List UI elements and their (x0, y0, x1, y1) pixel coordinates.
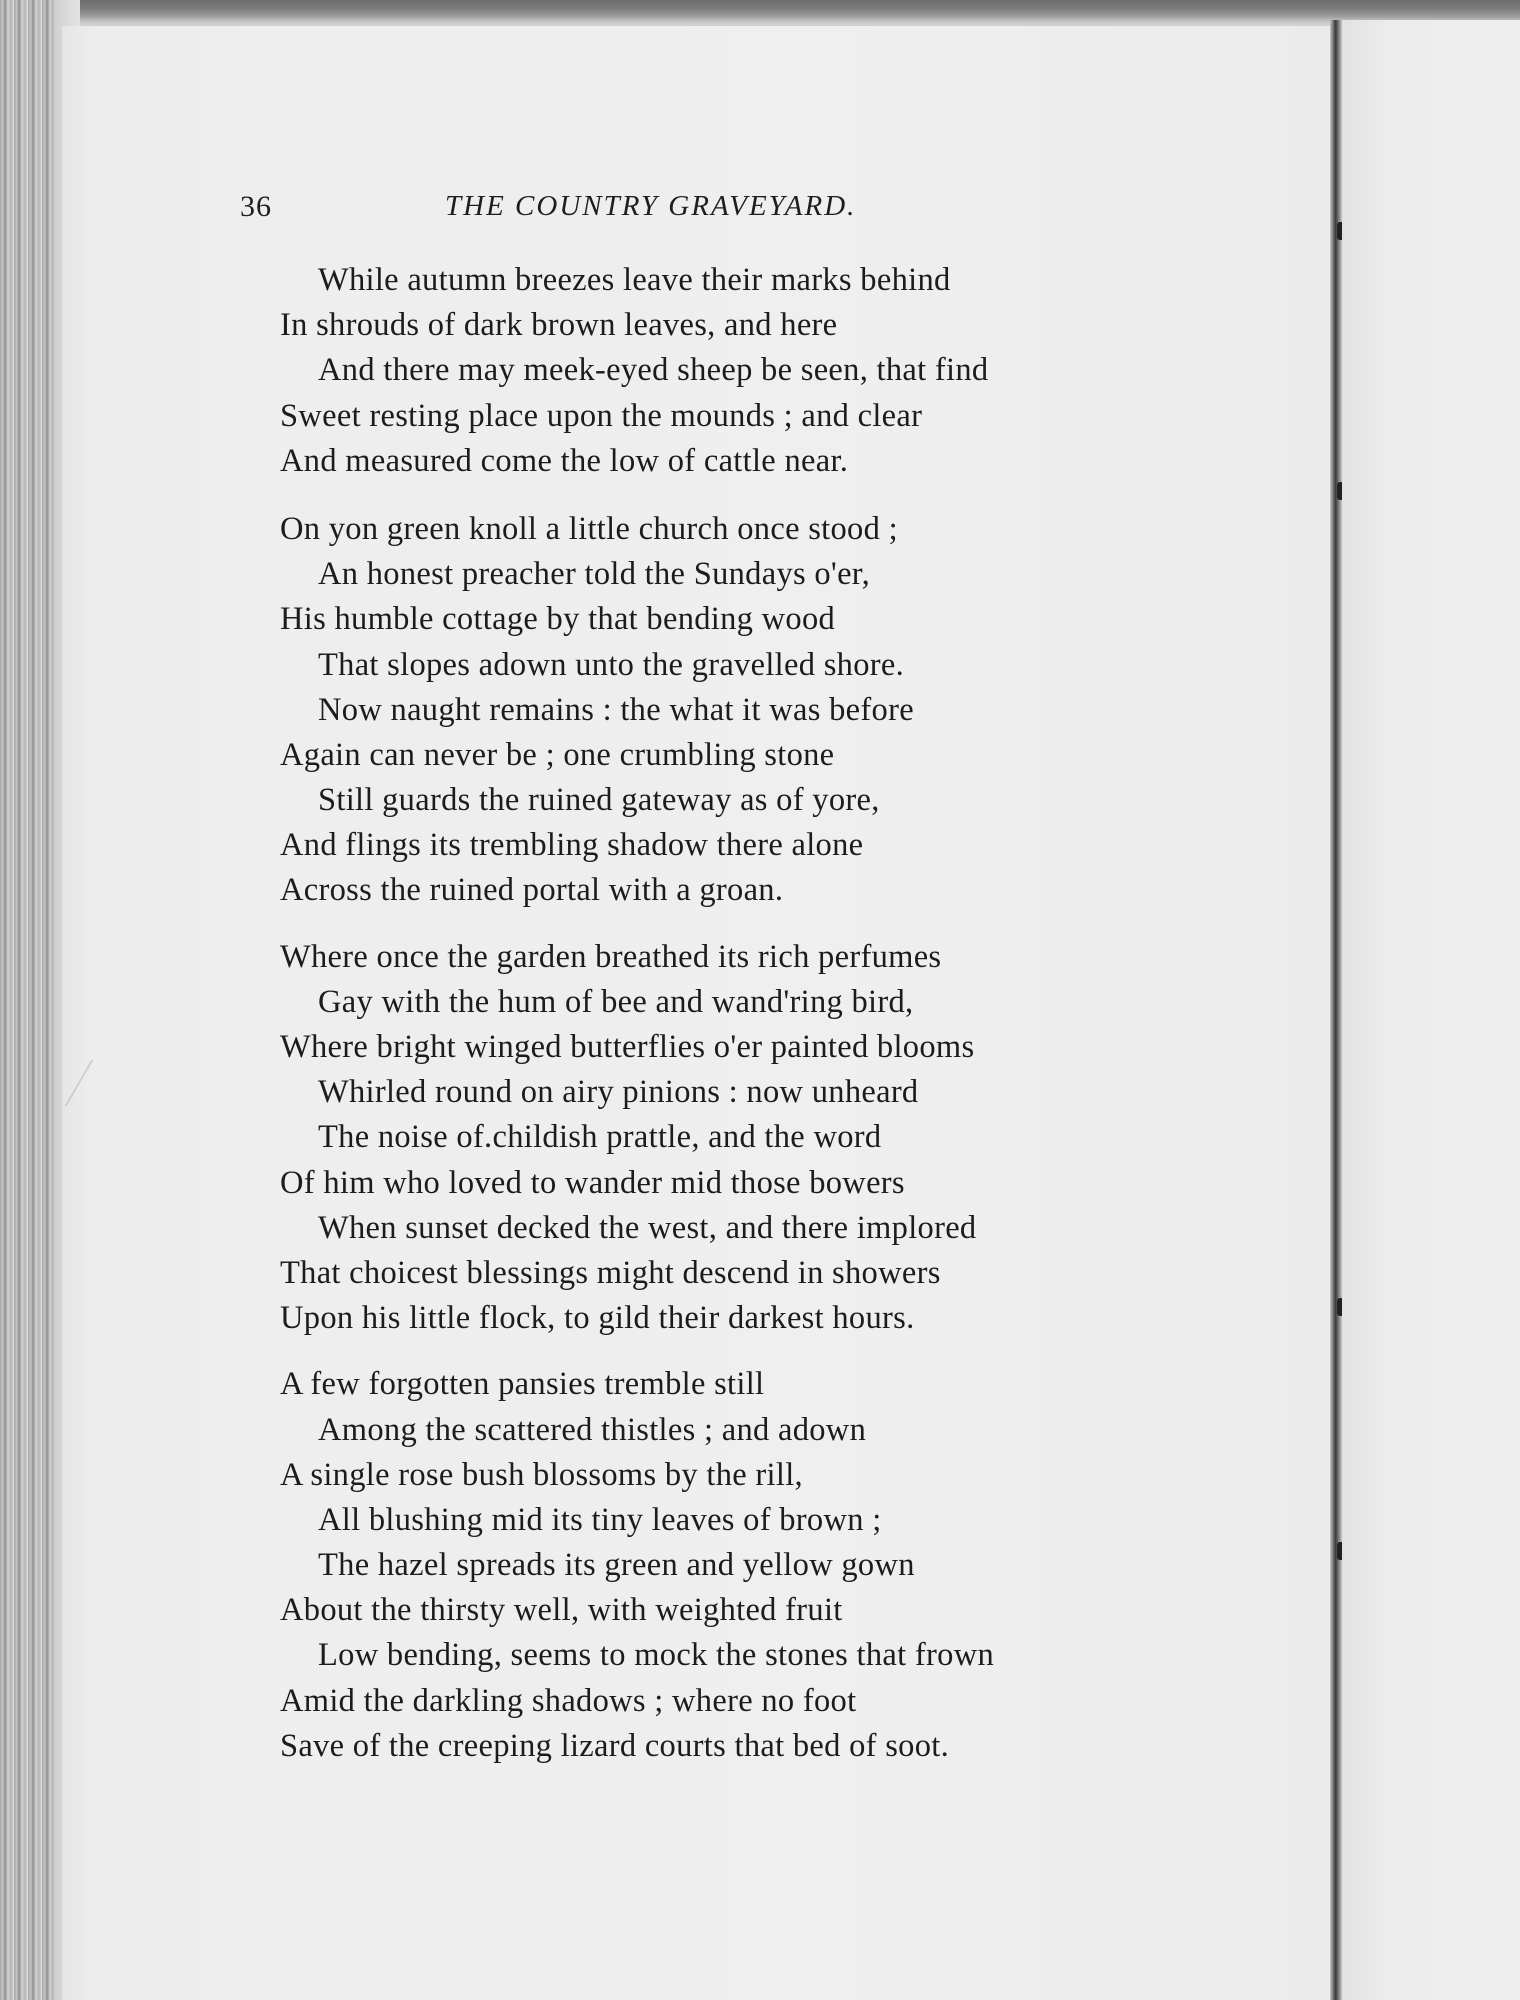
poem-line: That choicest blessings might descend in showers (280, 1254, 941, 1291)
poem-line: Gay with the hum of bee and wand'ring bird, (318, 983, 914, 1020)
page-number: 36 (240, 190, 272, 223)
poem-line: Now naught remains : the what it was before (318, 691, 914, 728)
poem-line: About the thirsty well, with weighted fruit (280, 1592, 843, 1629)
book-gutter (1330, 20, 1342, 2000)
poem-line: Again can never be ; one crumbling stone (280, 736, 835, 773)
facing-page-edge (1342, 20, 1520, 2000)
poem-line: Where once the garden breathed its rich perfumes (280, 938, 942, 975)
poem-line: Still guards the ruined gateway as of yore, (318, 782, 880, 819)
poem-line: All blushing mid its tiny leaves of brown ; (318, 1501, 882, 1538)
poem-line: An honest preacher told the Sundays o'er, (318, 556, 871, 593)
poem-line: Amid the darkling shadows ; where no foot (280, 1682, 857, 1719)
page-header (240, 190, 1000, 240)
poem-line: His humble cottage by that bending wood (280, 601, 836, 638)
poem-line: When sunset decked the west, and there implored (318, 1209, 977, 1246)
poem-line: While autumn breezes leave their marks behind (318, 262, 951, 298)
poem-line: In shrouds of dark brown leaves, and here (280, 307, 838, 344)
poem-line: Low bending, seems to mock the stones that frown (318, 1637, 995, 1674)
poem-line: Among the scattered thistles ; and adown (318, 1411, 867, 1448)
poem-line: Save of the creeping lizard courts that bed of soot. (280, 1727, 949, 1764)
poem-line: The hazel spreads its green and yellow gown (318, 1547, 915, 1584)
poem-line: The noise of.childish prattle, and the word (318, 1119, 882, 1156)
poem-line: Across the ruined portal with a groan. (280, 872, 784, 909)
poem-line: Upon his little flock, to gild their darkest hours. (280, 1300, 915, 1337)
poem-line: On yon green knoll a little church once stood ; (280, 510, 898, 547)
poem-line: Whirled round on airy pinions : now unheard (318, 1074, 919, 1111)
stanza-4 (280, 1362, 1180, 1769)
poem-line: And flings its trembling shadow there alone (280, 827, 864, 864)
running-head: THE COUNTRY GRAVEYARD. (445, 190, 857, 222)
poem-line: A few forgotten pansies tremble still (280, 1366, 765, 1403)
stanza-1 (280, 258, 1180, 484)
poem-line: Where bright winged butterflies o'er painted blooms (280, 1029, 975, 1065)
stanza-2 (280, 507, 1180, 914)
poem-line: That slopes adown unto the gravelled shore. (318, 646, 905, 683)
poem-line: And there may meek-eyed sheep be seen, that find (318, 352, 989, 389)
poem-line: Of him who loved to wander mid those bowers (280, 1164, 905, 1201)
poem-line: Sweet resting place upon the mounds ; and clear (280, 397, 923, 434)
stanza-3 (280, 935, 1180, 1342)
poem-text (280, 258, 1180, 1769)
poem-line: A single rose bush blossoms by the rill, (280, 1456, 803, 1493)
poem-line: And measured come the low of cattle near. (280, 442, 849, 479)
